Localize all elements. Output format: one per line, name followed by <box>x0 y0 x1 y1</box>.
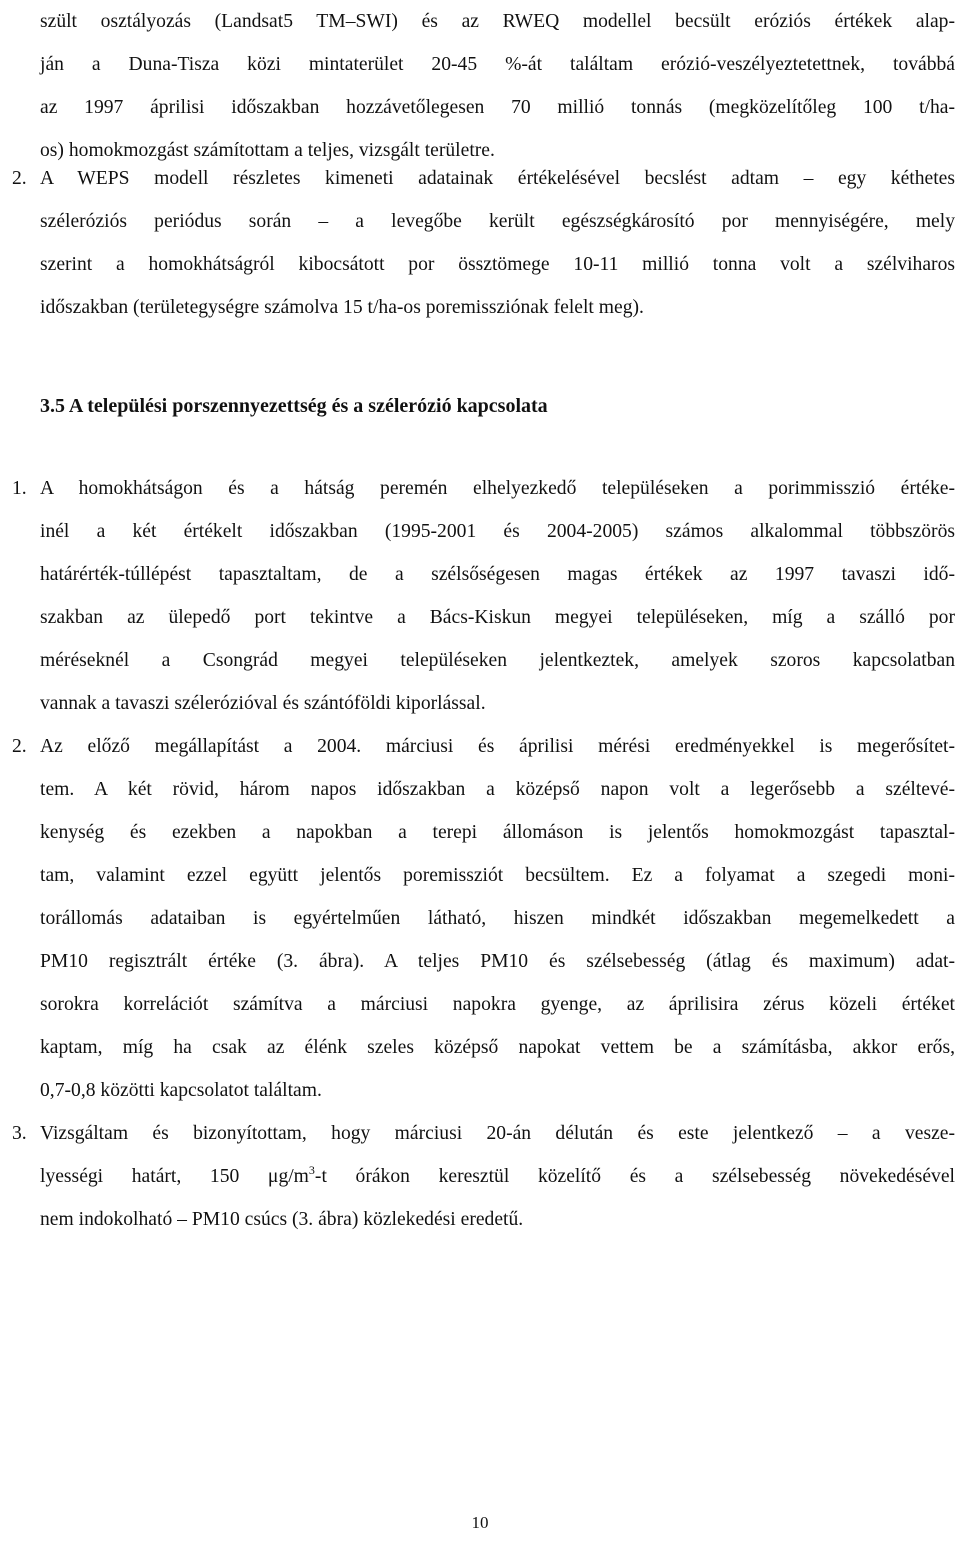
list-item-2-line-1: Az előző megállapítást a 2004. márciusi és áprilisi mérési eredményekkel is megerősítet- <box>40 736 955 757</box>
list-item-2-body <box>40 725 955 1112</box>
list-item-2-line-3: kenység és ezekben a napokban a terepi állomáson is jelentős homokmozgást tapasztal- <box>40 822 955 843</box>
previous-list-item-2-number: 2. <box>12 168 27 189</box>
list-item-3-body <box>40 1112 955 1241</box>
list-item-2-line-8: kaptam, míg ha csak az élénk szeles középső napokat vettem be a számításba, akkor erős, <box>40 1037 955 1058</box>
list-item-2-number: 2. <box>12 736 27 757</box>
list-item-3-number: 3. <box>12 1123 27 1144</box>
list-item-2-line-9: 0,7-0,8 közötti kapcsolatot találtam. <box>40 1080 322 1101</box>
previous-list-item-2-body <box>40 157 955 329</box>
list-item-1-number: 1. <box>12 478 27 499</box>
list-item-3-line-2-before: lyességi határt, 150 μg/m <box>40 1166 309 1187</box>
list-item-2-line-5: torállomás adataiban is egyértelműen látható, hiszen mindkét időszakban megemelkedett a <box>40 908 955 929</box>
section-heading: 3.5 A települési porszennyezettség és a szélerózió kapcsolata <box>40 395 548 417</box>
intro-paragraph <box>40 0 955 172</box>
intro-line-4: os) homokmozgást számítottam a teljes, vizsgált területre. <box>40 140 495 161</box>
list-item-3-line-1: Vizsgáltam és bizonyítottam, hogy márciusi 20-án délután és este jelentkező – a vesze- <box>40 1123 955 1144</box>
list-item-1-line-2: inél a két értékelt időszakban (1995-2001 és 2004-2005) számos alkalommal többszörös <box>40 521 955 542</box>
list-item-2-line-7: sorokra korrelációt számítva a márciusi napokra gyenge, az áprilisira zérus közeli értéket <box>40 994 955 1015</box>
list-item-2-line-6: PM10 regisztrált értéke (3. ábra). A teljes PM10 és szélsebesség (átlag és maximum) adat- <box>40 951 955 972</box>
list-item-1-body <box>40 467 955 725</box>
list-item-3-line-2 <box>40 1155 955 1198</box>
list-item-1-line-4: szakban az ülepedő port tekintve a Bács-Kiskun megyei településeken, míg a szálló por <box>40 607 955 628</box>
list-item-1-line-3: határérték-túllépést tapasztaltam, de a szélsőségesen magas értékek az 1997 tavaszi idő- <box>40 564 955 585</box>
list-item-2-line-2: tem. A két rövid, három napos időszakban a középső napon volt a legerősebb a széltevé- <box>40 779 955 800</box>
list-item-1-line-5: méréseknél a Csongrád megyei településeken jelentkeztek, amelyek szoros kapcsolatban <box>40 650 955 671</box>
list-item-1-line-6: vannak a tavaszi szélerózióval és szántóföldi kiporlással. <box>40 693 486 714</box>
previous-list-item-2-line-4: időszakban (területegységre számolva 15 t/ha-os poremissziónak felelt meg). <box>40 297 644 318</box>
superscript-exponent: 3 <box>308 1163 315 1177</box>
list-item-3-line-2-after: -t órákon keresztül közelítő és a szélsebesség növekedésével <box>314 1166 955 1187</box>
intro-line-3: az 1997 áprilisi időszakban hozzávetőlegesen 70 millió tonnás (megközelítőleg 100 t/ha- <box>40 97 955 118</box>
list-item-3-line-3: nem indokolható – PM10 csúcs (3. ábra) közlekedési eredetű. <box>40 1209 524 1230</box>
previous-list-item-2-line-3: szerint a homokhátságról kibocsátott por össztömege 10-11 millió tonna volt a szélviharos <box>40 254 955 275</box>
list-item-1-line-1: A homokhátságon és a hátság peremén elhelyezkedő településeken a porimmisszió értéke- <box>40 478 955 499</box>
intro-line-2: ján a Duna-Tisza közi mintaterület 20-45 %-át találtam erózió-veszélyeztetettnek, továbbá <box>40 54 955 75</box>
previous-list-item-2-line-1: A WEPS modell részletes kimeneti adatainak értékelésével becslést adtam – egy kéthetes <box>40 168 955 189</box>
previous-list-item-2-line-2: széleróziós periódus során – a levegőbe került egészségkárosító por mennyiségére, mely <box>40 211 955 232</box>
page-number: 10 <box>471 1513 489 1532</box>
list-item-2-line-4: tam, valamint ezzel együtt jelentős poremissziót becsültem. Ez a folyamat a szegedi moni- <box>40 865 955 886</box>
intro-line-1: szült osztályozás (Landsat5 TM–SWI) és az RWEQ modellel becsült eróziós értékek alap- <box>40 11 955 32</box>
